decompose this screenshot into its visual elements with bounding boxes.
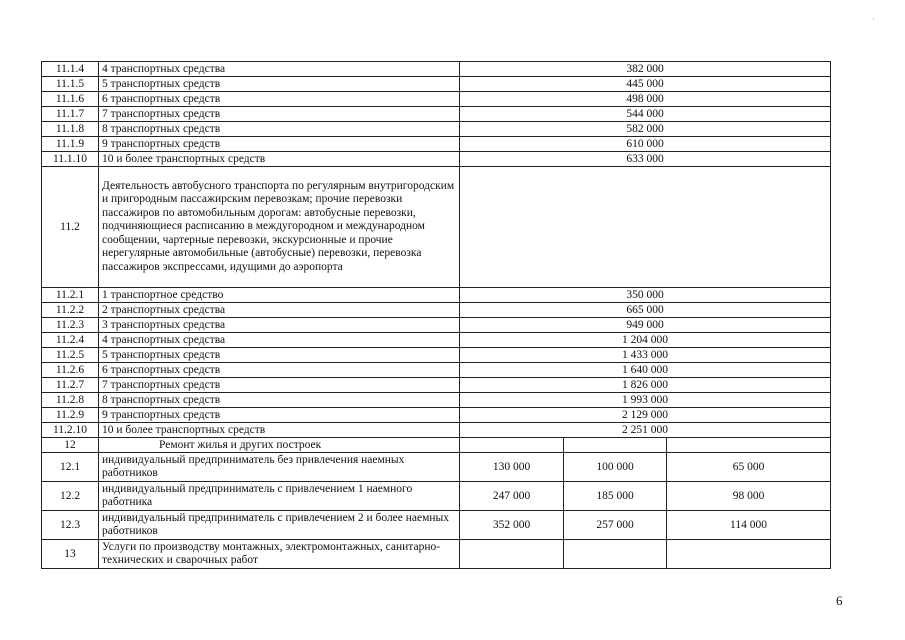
row-description: 7 транспортных средств [99, 107, 460, 122]
table-row [42, 482, 831, 511]
page-number: 6 [836, 593, 843, 608]
section-description: Услуги по производству монтажных, электромонтажных, санитарно-технических и сварочных работ [99, 540, 460, 569]
table-row [42, 92, 831, 107]
row-value: 633 000 [460, 152, 831, 167]
row-number: 11.2.4 [42, 333, 99, 348]
row-value: 1 826 000 [460, 378, 831, 393]
row-number: 11.2.9 [42, 408, 99, 423]
table-row [42, 303, 831, 318]
empty-cell [460, 167, 831, 288]
row-description: 6 транспортных средств [99, 363, 460, 378]
row-description: индивидуальный предприниматель без привлечения наемных работников [99, 453, 460, 482]
row-number: 11.2.8 [42, 393, 99, 408]
row-value: 445 000 [460, 77, 831, 92]
empty-cell [460, 540, 564, 569]
empty-cell [564, 438, 667, 453]
row-number: 11.2.2 [42, 303, 99, 318]
table-row [42, 511, 831, 540]
row-description: 4 транспортных средства [99, 62, 460, 77]
table-row [42, 122, 831, 137]
table-row [42, 423, 831, 438]
row-value-3: 65 000 [667, 453, 831, 482]
row-value: 1 993 000 [460, 393, 831, 408]
table-row [42, 137, 831, 152]
row-value-1: 247 000 [460, 482, 564, 511]
row-value: 665 000 [460, 303, 831, 318]
row-number: 12.1 [42, 453, 99, 482]
row-number: 12.3 [42, 511, 99, 540]
table-row [42, 107, 831, 122]
row-value-1: 130 000 [460, 453, 564, 482]
row-number: 11.1.9 [42, 137, 99, 152]
empty-cell [667, 438, 831, 453]
row-number: 11.2.3 [42, 318, 99, 333]
row-description: 9 транспортных средств [99, 137, 460, 152]
row-value: 1 204 000 [460, 333, 831, 348]
row-description: 5 транспортных средств [99, 77, 460, 92]
row-number: 11.1.10 [42, 152, 99, 167]
section-number: 11.2 [42, 167, 99, 288]
table-row [42, 378, 831, 393]
row-value: 350 000 [460, 288, 831, 303]
row-value: 610 000 [460, 137, 831, 152]
row-description: 10 и более транспортных средств [99, 423, 460, 438]
row-number: 11.1.7 [42, 107, 99, 122]
row-description: индивидуальный предприниматель с привлечением 2 и более наемных работников [99, 511, 460, 540]
table-row [42, 318, 831, 333]
table-row [42, 363, 831, 378]
tariff-table [41, 61, 831, 569]
row-description: 1 транспортное средство [99, 288, 460, 303]
row-number: 11.1.8 [42, 122, 99, 137]
table-row [42, 333, 831, 348]
empty-cell [564, 540, 667, 569]
row-description: 10 и более транспортных средств [99, 152, 460, 167]
row-description: 3 транспортных средства [99, 318, 460, 333]
row-value: 544 000 [460, 107, 831, 122]
row-number: 11.1.4 [42, 62, 99, 77]
table-row [42, 288, 831, 303]
row-value: 382 000 [460, 62, 831, 77]
row-number: 11.1.6 [42, 92, 99, 107]
table-row [42, 453, 831, 482]
section-description: Деятельность автобусного транспорта по регулярным внутригородским и пригородным пассажирским перевозкам; прочие перевозки пассажиров по автомобильным дорогам: автобусные перевозки, подчиняющиеся расписанию в междугородном и международном сообщении, чартерные перевозки, экскурсионные и прочие нерегулярные автомобильные (автобусные) перевозки, перевозка пассажиров экспрессами, идущими до аэропорта [99, 167, 460, 288]
row-description: 8 транспортных средств [99, 122, 460, 137]
row-value: 1 640 000 [460, 363, 831, 378]
row-value-2: 100 000 [564, 453, 667, 482]
section-row [42, 438, 831, 453]
section-description: Ремонт жилья и других построек [99, 438, 460, 453]
row-value-2: 257 000 [564, 511, 667, 540]
row-description: 7 транспортных средств [99, 378, 460, 393]
row-value-2: 185 000 [564, 482, 667, 511]
row-value-3: 98 000 [667, 482, 831, 511]
table-row [42, 62, 831, 77]
row-number: 11.2.1 [42, 288, 99, 303]
row-number: 11.2.6 [42, 363, 99, 378]
row-description: 2 транспортных средства [99, 303, 460, 318]
corner-mark: · [872, 14, 875, 24]
row-value: 582 000 [460, 122, 831, 137]
row-number: 11.2.5 [42, 348, 99, 363]
row-value: 498 000 [460, 92, 831, 107]
table-row [42, 408, 831, 423]
table-row [42, 152, 831, 167]
row-description: 5 транспортных средств [99, 348, 460, 363]
section-row [42, 167, 831, 288]
row-number: 11.2.10 [42, 423, 99, 438]
row-number: 12.2 [42, 482, 99, 511]
row-value: 1 433 000 [460, 348, 831, 363]
row-value: 2 251 000 [460, 423, 831, 438]
row-description: 6 транспортных средств [99, 92, 460, 107]
table-row [42, 393, 831, 408]
row-description: 4 транспортных средства [99, 333, 460, 348]
empty-cell [667, 540, 831, 569]
row-value-3: 114 000 [667, 511, 831, 540]
section-number: 12 [42, 438, 99, 453]
table-row [42, 348, 831, 363]
row-value-1: 352 000 [460, 511, 564, 540]
row-number: 11.2.7 [42, 378, 99, 393]
row-number: 11.1.5 [42, 77, 99, 92]
row-value: 949 000 [460, 318, 831, 333]
row-description: 9 транспортных средств [99, 408, 460, 423]
section-number: 13 [42, 540, 99, 569]
section-row [42, 540, 831, 569]
row-description: индивидуальный предприниматель с привлечением 1 наемного работника [99, 482, 460, 511]
empty-cell [460, 438, 564, 453]
table-row [42, 77, 831, 92]
row-value: 2 129 000 [460, 408, 831, 423]
row-description: 8 транспортных средств [99, 393, 460, 408]
